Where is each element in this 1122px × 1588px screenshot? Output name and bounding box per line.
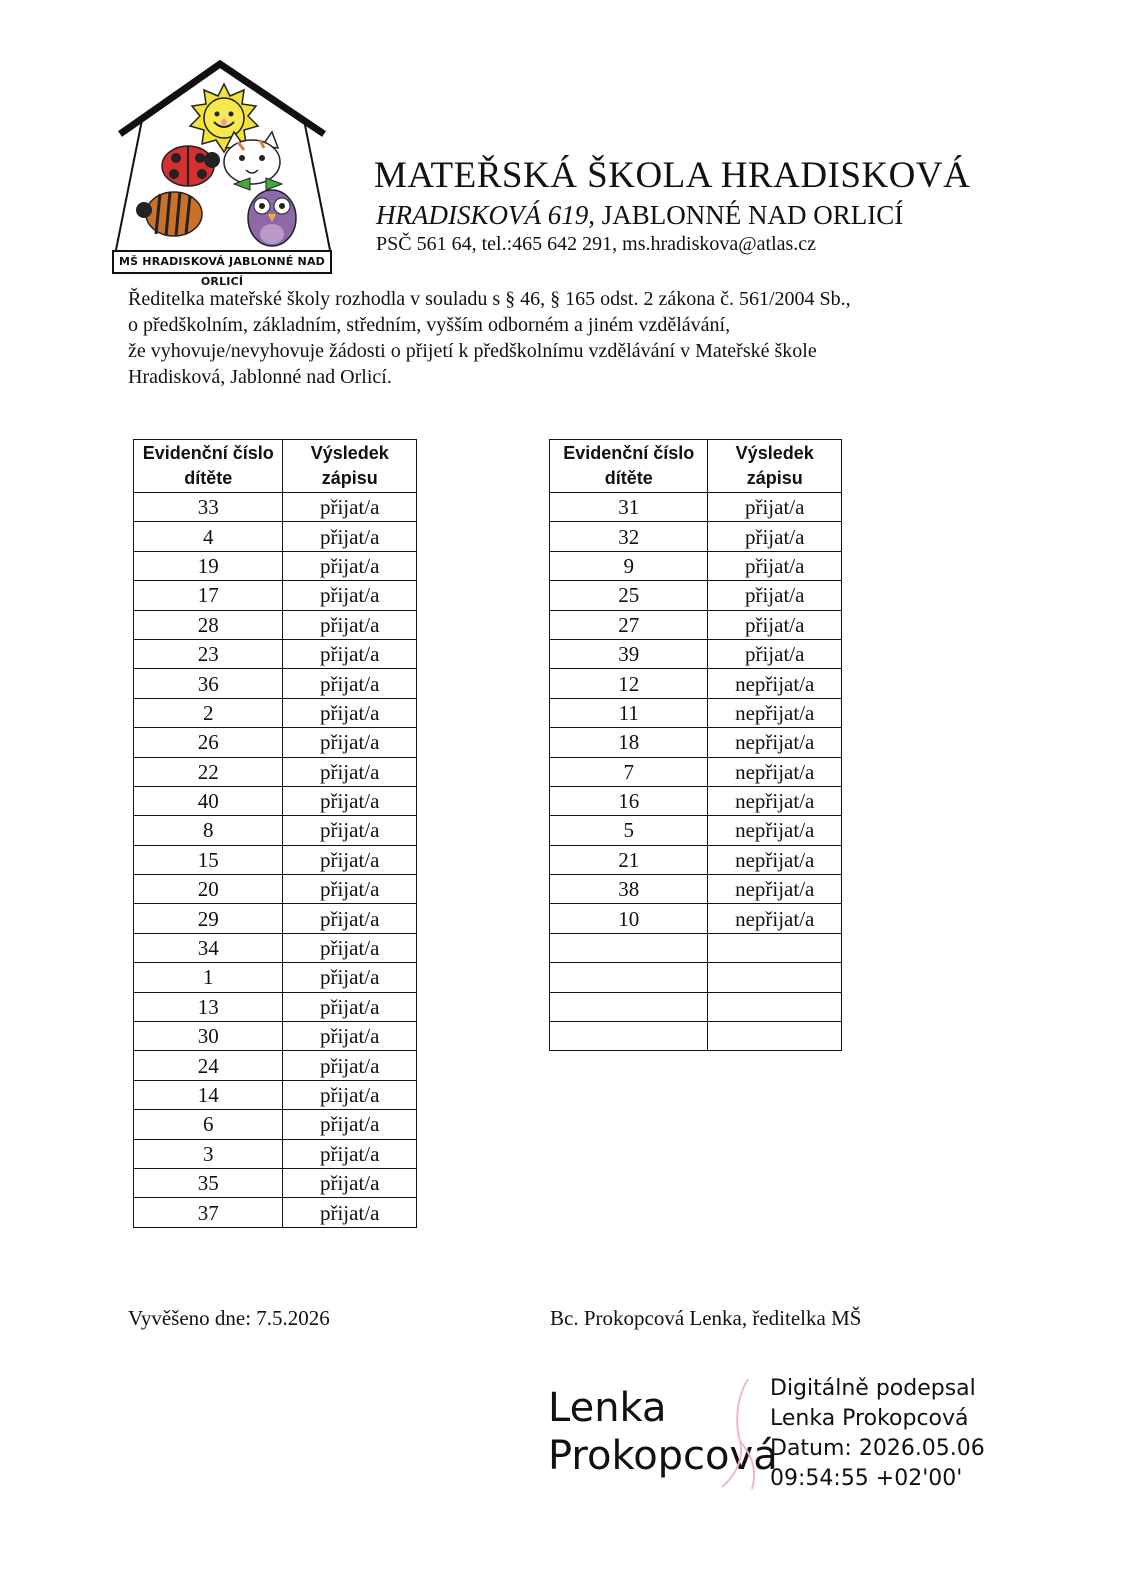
- result-cell: přijat/a: [283, 963, 417, 992]
- child-number-cell: 2: [134, 698, 283, 727]
- table-row: [550, 904, 842, 933]
- child-number-cell: 25: [550, 581, 708, 610]
- result-cell: přijat/a: [283, 698, 417, 727]
- posted-date: Vyvěšeno dne: 7.5.2026: [128, 1306, 330, 1330]
- result-cell: přijat/a: [283, 639, 417, 668]
- signature-last-name: Prokopcová: [548, 1433, 778, 1479]
- table-row: [550, 757, 842, 786]
- child-number-cell: 10: [550, 904, 708, 933]
- signature-info-line: 09:54:55 +02'00': [770, 1466, 963, 1491]
- school-address: [376, 200, 903, 231]
- table-row: [134, 875, 417, 904]
- result-cell: přijat/a: [708, 522, 842, 551]
- result-cell: přijat/a: [283, 1168, 417, 1197]
- column-header-number: Evidenční číslo dítěte: [134, 440, 283, 493]
- result-cell: přijat/a: [708, 493, 842, 522]
- child-number-cell: 20: [134, 875, 283, 904]
- table-row: [134, 551, 417, 580]
- child-number-cell: 5: [550, 816, 708, 845]
- table-header-row: [550, 440, 842, 493]
- ladybug-icon: [162, 146, 220, 186]
- result-cell: přijat/a: [283, 1110, 417, 1139]
- address-street: HRADISKOVÁ 619: [376, 200, 589, 230]
- table-row: [134, 786, 417, 815]
- child-number-cell: 38: [550, 875, 708, 904]
- signature-info-line: Digitálně podepsal: [770, 1376, 976, 1401]
- result-cell: přijat/a: [283, 1198, 417, 1227]
- result-cell: přijat/a: [283, 933, 417, 962]
- results-table-right: [549, 439, 842, 1051]
- table-row: [550, 845, 842, 874]
- child-number-cell: 40: [134, 786, 283, 815]
- result-cell: přijat/a: [283, 610, 417, 639]
- result-cell: přijat/a: [283, 845, 417, 874]
- child-number-cell: 7: [550, 757, 708, 786]
- signature-info-line: Lenka Prokopcová: [770, 1406, 969, 1431]
- table-row: [134, 522, 417, 551]
- child-number-cell: [550, 1022, 708, 1051]
- child-number-cell: 37: [134, 1198, 283, 1227]
- table-row: [550, 522, 842, 551]
- result-cell: nepřijat/a: [708, 845, 842, 874]
- result-cell: nepřijat/a: [708, 816, 842, 845]
- address-city: , JABLONNÉ NAD ORLICÍ: [588, 200, 904, 230]
- result-cell: přijat/a: [283, 992, 417, 1021]
- school-logo-graphic: [112, 60, 334, 276]
- result-cell: přijat/a: [283, 1080, 417, 1109]
- beetle-icon: [136, 192, 202, 236]
- child-number-cell: 19: [134, 551, 283, 580]
- signature-info-line: Datum: 2026.05.06: [770, 1436, 985, 1461]
- child-number-cell: 26: [134, 728, 283, 757]
- table-row: [134, 757, 417, 786]
- result-cell: přijat/a: [283, 786, 417, 815]
- statement-line: Hradisková, Jablonné nad Orlicí.: [128, 366, 392, 388]
- result-cell: přijat/a: [283, 728, 417, 757]
- result-cell: přijat/a: [283, 816, 417, 845]
- child-number-cell: 1: [134, 963, 283, 992]
- column-header-result: Výsledek zápisu: [708, 440, 842, 493]
- table-row: [134, 845, 417, 874]
- child-number-cell: 24: [134, 1051, 283, 1080]
- child-number-cell: 9: [550, 551, 708, 580]
- child-number-cell: 36: [134, 669, 283, 698]
- child-number-cell: 3: [134, 1139, 283, 1168]
- child-number-cell: 16: [550, 786, 708, 815]
- table-row: [134, 1198, 417, 1227]
- child-number-cell: 29: [134, 904, 283, 933]
- table-row: [550, 493, 842, 522]
- child-number-cell: 12: [550, 669, 708, 698]
- logo-caption: MŠ HRADISKOVÁ JABLONNÉ NAD ORLICÍ: [112, 250, 332, 274]
- table-row: [134, 493, 417, 522]
- table-row: [550, 816, 842, 845]
- table-row: [134, 1051, 417, 1080]
- table-row: [550, 875, 842, 904]
- table-row: [134, 669, 417, 698]
- column-header-number: Evidenční číslo dítěte: [550, 440, 708, 493]
- child-number-cell: 31: [550, 493, 708, 522]
- result-cell: přijat/a: [283, 551, 417, 580]
- school-contact: PSČ 561 64, tel.:465 642 291, ms.hradiskova@atlas.cz: [376, 233, 817, 255]
- result-cell: přijat/a: [283, 669, 417, 698]
- result-cell: přijat/a: [708, 551, 842, 580]
- result-cell: nepřijat/a: [708, 786, 842, 815]
- table-row: [550, 963, 842, 992]
- signatory-name: Bc. Prokopcová Lenka, ředitelka MŠ: [550, 1306, 862, 1330]
- child-number-cell: [550, 992, 708, 1021]
- owl-icon: [248, 190, 296, 246]
- child-number-cell: 21: [550, 845, 708, 874]
- child-number-cell: [550, 963, 708, 992]
- child-number-cell: 15: [134, 845, 283, 874]
- table-row: [134, 698, 417, 727]
- result-cell: nepřijat/a: [708, 757, 842, 786]
- child-number-cell: 35: [134, 1168, 283, 1197]
- table-row: [550, 933, 842, 962]
- table-row: [134, 1139, 417, 1168]
- results-table-left: [133, 439, 417, 1228]
- result-cell: nepřijat/a: [708, 875, 842, 904]
- table-row: [134, 1022, 417, 1051]
- result-cell: přijat/a: [283, 757, 417, 786]
- table-row: [550, 639, 842, 668]
- cat-icon: [224, 132, 282, 190]
- result-cell: přijat/a: [708, 581, 842, 610]
- child-number-cell: [550, 933, 708, 962]
- signature-first-name: Lenka: [548, 1385, 667, 1431]
- result-cell: [708, 933, 842, 962]
- result-cell: přijat/a: [283, 493, 417, 522]
- result-cell: nepřijat/a: [708, 728, 842, 757]
- table-row: [134, 933, 417, 962]
- child-number-cell: 32: [550, 522, 708, 551]
- result-cell: přijat/a: [708, 610, 842, 639]
- child-number-cell: 30: [134, 1022, 283, 1051]
- table-row: [134, 639, 417, 668]
- result-cell: přijat/a: [708, 639, 842, 668]
- result-cell: přijat/a: [283, 875, 417, 904]
- child-number-cell: 8: [134, 816, 283, 845]
- table-row: [550, 610, 842, 639]
- child-number-cell: 17: [134, 581, 283, 610]
- result-cell: [708, 963, 842, 992]
- statement-line: Ředitelka mateřské školy rozhodla v souladu s § 46, § 165 odst. 2 zákona č. 561/2004 Sb.,: [128, 288, 851, 310]
- child-number-cell: 33: [134, 493, 283, 522]
- child-number-cell: 23: [134, 639, 283, 668]
- result-cell: nepřijat/a: [708, 904, 842, 933]
- statement-line: o předškolním, základním, středním, vyšším odborném a jiném vzdělávání,: [128, 314, 731, 336]
- table-row: [550, 992, 842, 1021]
- result-cell: [708, 992, 842, 1021]
- result-cell: přijat/a: [283, 522, 417, 551]
- table-header-row: [134, 440, 417, 493]
- table-row: [134, 904, 417, 933]
- child-number-cell: 39: [550, 639, 708, 668]
- child-number-cell: 27: [550, 610, 708, 639]
- table-row: [134, 1110, 417, 1139]
- result-cell: přijat/a: [283, 1022, 417, 1051]
- child-number-cell: 28: [134, 610, 283, 639]
- table-row: [134, 963, 417, 992]
- child-number-cell: 4: [134, 522, 283, 551]
- signature-mark-icon: [700, 1375, 770, 1495]
- table-row: [134, 728, 417, 757]
- table-row: [550, 728, 842, 757]
- table-row: [134, 1080, 417, 1109]
- child-number-cell: 34: [134, 933, 283, 962]
- table-row: [550, 698, 842, 727]
- statement-line: že vyhovuje/nevyhovuje žádosti o přijetí k předškolnímu vzdělávání v Mateřské škole: [128, 340, 817, 362]
- table-row: [134, 610, 417, 639]
- result-cell: přijat/a: [283, 1051, 417, 1080]
- table-row: [134, 816, 417, 845]
- table-row: [550, 786, 842, 815]
- table-row: [550, 551, 842, 580]
- signature-info: [770, 1374, 985, 1494]
- result-cell: [708, 1022, 842, 1051]
- table-row: [550, 1022, 842, 1051]
- table-row: [134, 1168, 417, 1197]
- school-name: MATEŘSKÁ ŠKOLA HRADISKOVÁ: [374, 155, 971, 196]
- child-number-cell: 6: [134, 1110, 283, 1139]
- decision-statement: [128, 286, 988, 390]
- result-cell: přijat/a: [283, 904, 417, 933]
- table-row: [550, 581, 842, 610]
- result-cell: přijat/a: [283, 1139, 417, 1168]
- child-number-cell: 22: [134, 757, 283, 786]
- table-row: [134, 992, 417, 1021]
- school-logo: [112, 60, 334, 276]
- result-cell: nepřijat/a: [708, 669, 842, 698]
- child-number-cell: 11: [550, 698, 708, 727]
- column-header-result: Výsledek zápisu: [283, 440, 417, 493]
- table-row: [550, 669, 842, 698]
- table-row: [134, 581, 417, 610]
- child-number-cell: 18: [550, 728, 708, 757]
- child-number-cell: 14: [134, 1080, 283, 1109]
- result-cell: nepřijat/a: [708, 698, 842, 727]
- result-cell: přijat/a: [283, 581, 417, 610]
- child-number-cell: 13: [134, 992, 283, 1021]
